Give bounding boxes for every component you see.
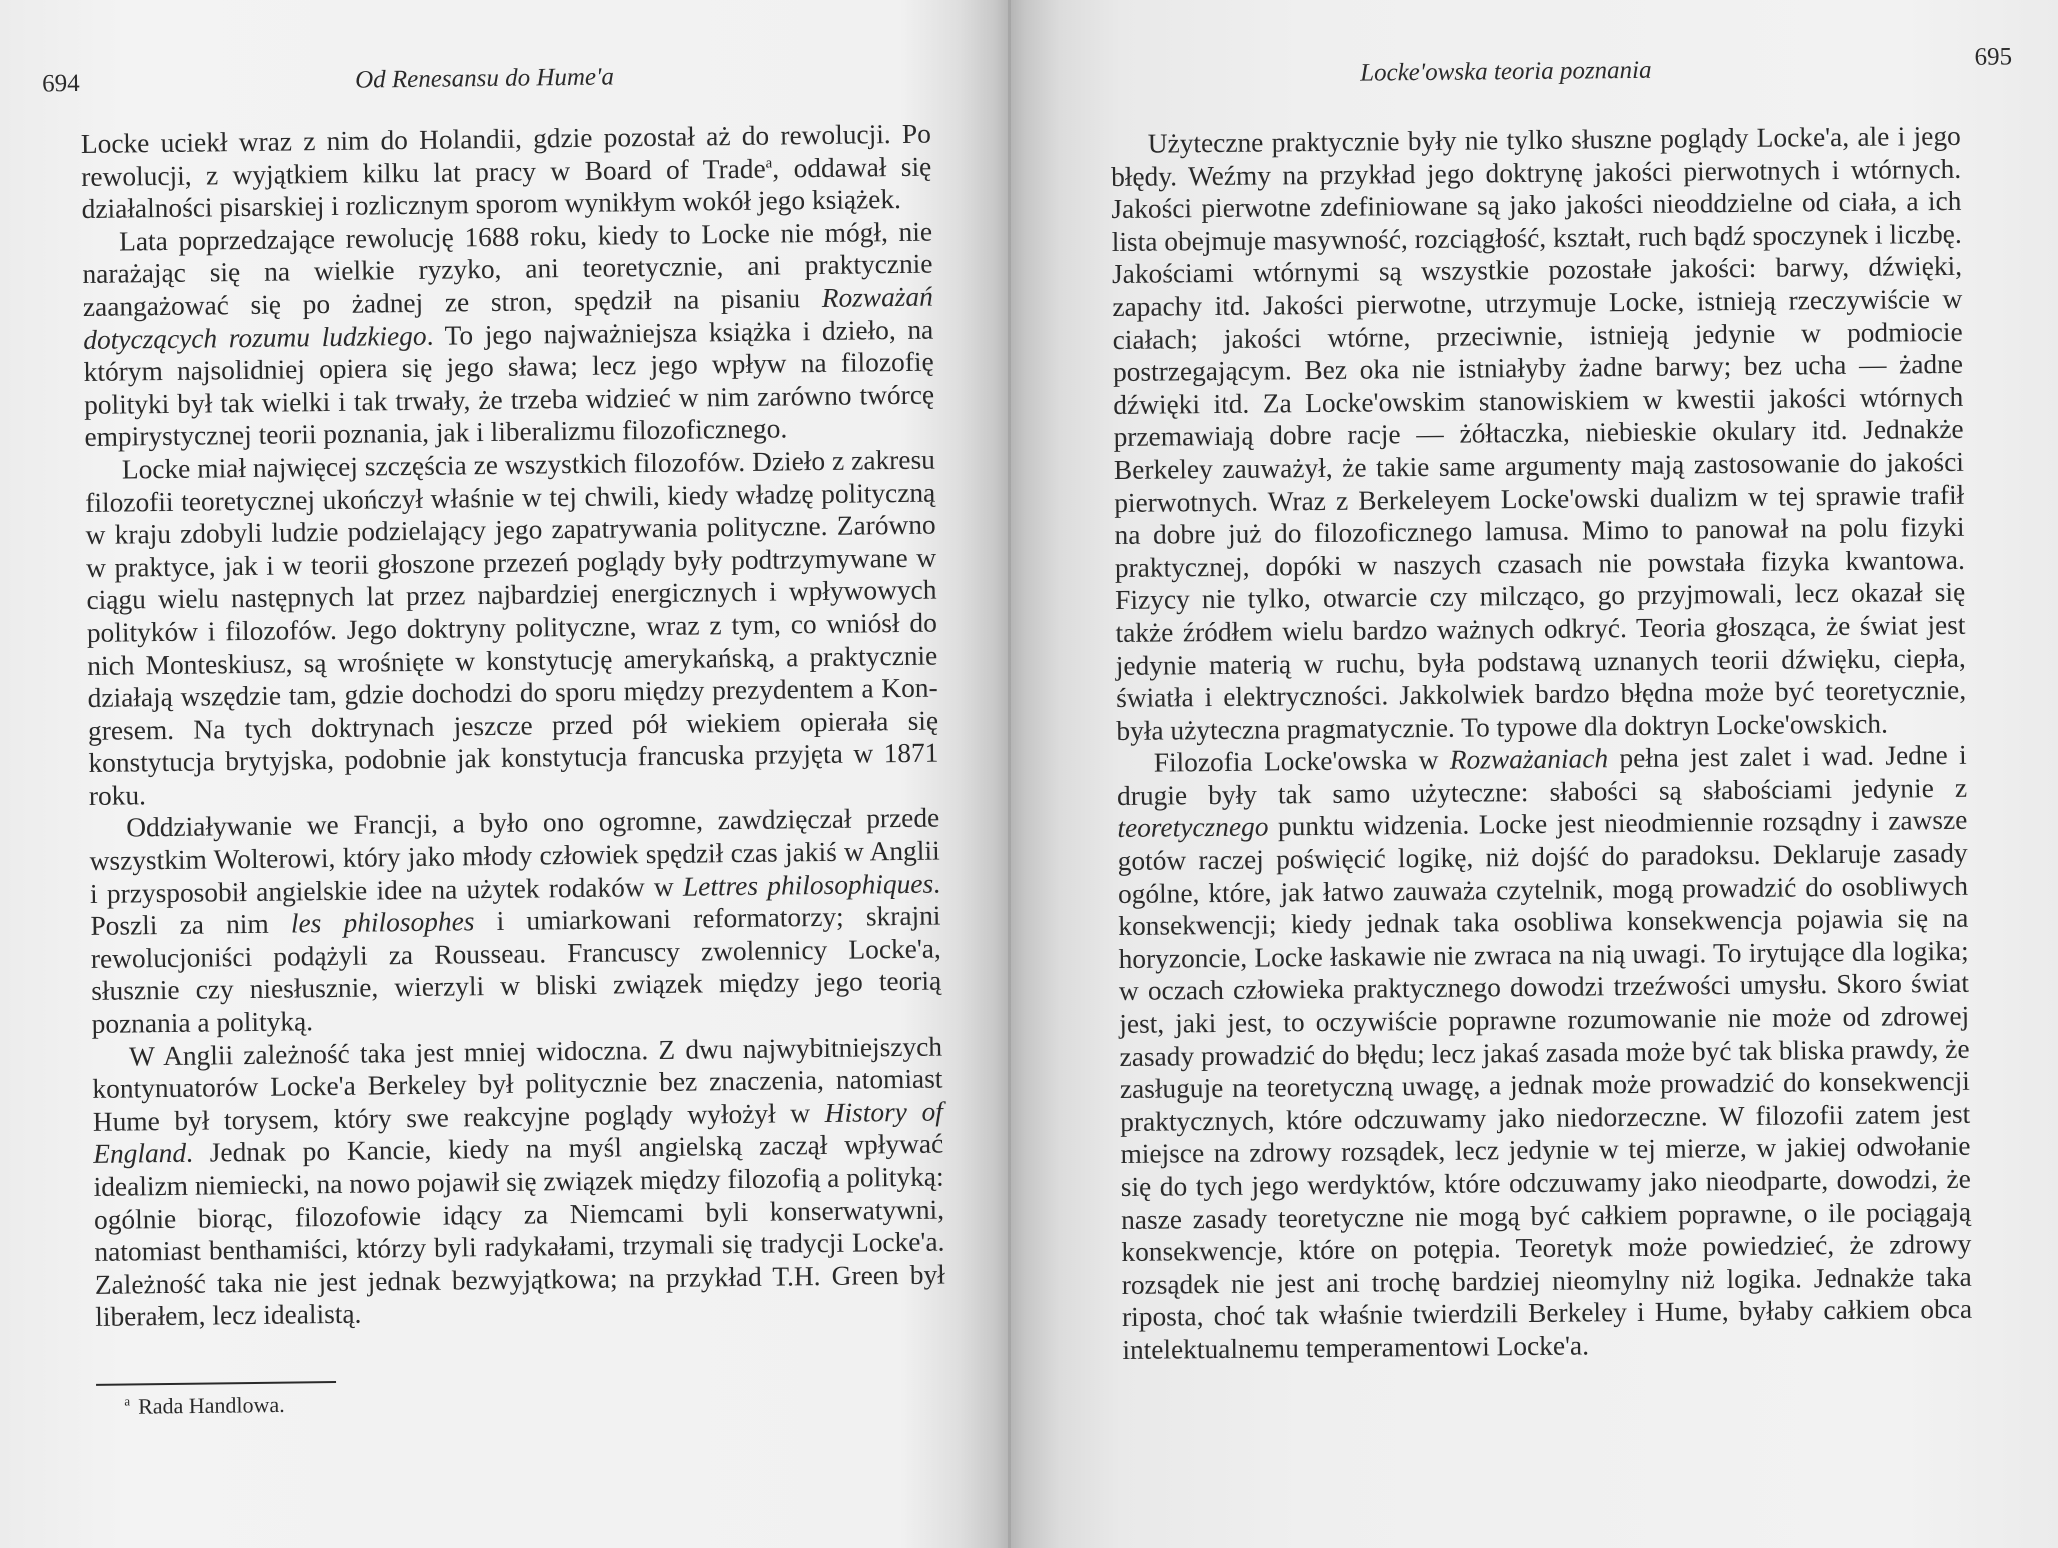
footnote-divider <box>96 1381 336 1386</box>
page-number: 695 <box>1974 43 2013 71</box>
italic-title: Rozważań dotyczących rozumu ludzkiego <box>83 281 934 355</box>
italic-title: Lettres philosophiques <box>682 868 934 902</box>
text-run: , oddawał się działalności pisarskiej i rozlicznym sporom wynikłym wokół jego książek. <box>81 151 932 225</box>
paragraph <box>85 444 939 813</box>
book-spine <box>1008 0 1011 1548</box>
italic-title: teoretycznego <box>1117 811 1269 844</box>
footnote <box>124 1383 946 1419</box>
left-page <box>42 60 946 1421</box>
footnote-marker: a <box>124 1393 131 1409</box>
text-run: Lata poprzedzające rewolucję 1688 roku, kiedy to Locke nie mógł, nie narażając się na wielkie ryzyko, ani teoretycznie, ani praktycznie zaangażować się po żadnej ze stron, spędził na pisaniu <box>82 216 933 322</box>
paragraph <box>81 118 932 226</box>
text-run: Locke miał najwięcej szczęścia ze wszystkich filozofów. Dzieło z zakresu filozofii teoretycznej ukończył właśnie w tej chwili, kiedy władzę polityczną w kraju zdobyli ludzie podzielający jego zapatrywania polityczne. Zarówno w praktyce, jak i w teorii głoszone przezeń poglądy były podtrzymywane w ciągu wielu następnych lat przez najbardziej energicznych i wpływowych polityków i filozofów. Jego doktryny polityczne, wraz z tym, co wniósł do nich Monteskiusz, są wrośnięte w konstytucję amerykańską, a praktycznie działają wszędzie tam, gdzie dochodzi do sporu między prezydentem a Kongresem. Na tych doktrynach jeszcze przed pół wiekiem opierała się konstytucja brytyjska, podobnie jak konstytucja francuska przyjęta w 1871 roku. <box>85 444 939 811</box>
text-run: pełna jest zalet i wad. Jedne i drugie były tak samo użyteczne: słabości są słabościami jedynie z <box>1116 740 1968 811</box>
right-body-text <box>1111 120 1973 1367</box>
italic-title: les philosophes <box>290 906 475 939</box>
text-run: . Poszli za nim <box>90 868 941 942</box>
right-page <box>1110 43 2013 1367</box>
footnote-text: Rada Handlowa. <box>137 1391 285 1419</box>
page-number: 694 <box>42 70 80 98</box>
paragraph <box>89 802 942 1041</box>
left-running-head <box>42 60 930 114</box>
text-run: Oddziaływanie we Francji, a było ono ogromne, zawdzięczał przede wszystkim Wolterowi, który jako młody człowiek spędził czas jakiś w Anglii i przysposobił angielskie idee na użytek rodaków w <box>89 803 940 909</box>
text-run: Locke uciekł wraz z nim do Holandii, gdzie pozostał aż do rewolucji. Po rewolucji, z wyjątkiem kilku lat pracy w Board of Trade <box>80 118 932 192</box>
running-head-title: Od Renesansu do Hume'a <box>354 63 615 94</box>
paragraph <box>1111 120 1967 747</box>
paragraph <box>82 215 935 454</box>
italic-title: History of England <box>93 1096 943 1170</box>
text-run: W Anglii zależność taka jest mniej widoczna. Z dwu najwybitniejszych kontynuatorów Locke'a Berkeley był politycznie bez znaczenia, natomiast Hume był torysem, który swe reakcyjne poglądy wyłożył w <box>92 1031 943 1137</box>
footnote-reference: a <box>765 155 773 172</box>
text-run: punktu widzenia. Locke jest nieodmiennie rozsądny i zawsze gotów raczej poświęcić logikę, niż dojść do paradoksu. Deklaruje zasady ogólne, które, jak łatwo zauważa czytelnik, mogą prowadzić do osobliwych konsekwencji; kiedy jednak taka osobliwa konsekwencja pojawia się na horyzoncie, Locke łaskawie nie zwraca na nią uwagi. To irytujące dla logika; w oczach człowieka praktycznego dowodzi trzeźwości umysłu. Skoro świat jest, jaki jest, to oczywiście poprawne rozumowanie nie może od zdrowej zasady prowadzić do błędu; lecz jakaś zasada może być tak bliska prawdy, że zasługuje na teoretyczną uwagę, a jednak może prowadzić do konsekwencji praktycznych, które odczuwamy jako niedorzeczne. W filozofii zatem jest miejsce na zdrowy rozsądek, lecz jedynie w tej mierze, w jakiej odwołanie się do tych jego werdyktów, które odczuwamy jako nieodparte, dowodzi, że nasze zasady teoretyczne nie mogą być całkiem poprawne, o ile pociągają konsekwencje, które on potępia. Teoretyk może powiedzieć, że zdrowy rozsądek nie jest ani trochę bardziej nieomylny niż logika. Jednakże taka riposta, choć tak właśnie twierdzili Berkeley i Hume, byłaby całkiem obca intelektualnemu temperamentowi Locke'a. <box>1117 805 1973 1365</box>
text-run: . Jednak po Kancie, kiedy na myśl angielską zaczął wpływać idealizm niemiecki, na nowo pojawił się związek między filozofią a polityką: ogólnie biorąc, filozofowie idący za Niemcami byli konserwatywni, natomiast benthamiści, którzy byli radykałami, trzymali się tradycji Locke'a. Zależność taka nie jest jednak bezwyjątkowa; na przykład T.H. Green był liberałem, lecz idealistą. <box>93 1128 945 1333</box>
right-running-head <box>1110 43 2013 104</box>
running-head-title: Locke'owska teoria poznania <box>1360 56 1652 87</box>
text-run: Użyteczne praktycznie były nie tylko słuszne poglądy Locke'a, ale i jego błędy. Weźmy na przykład jego doktrynę jakości pierwotnych i wtórnych. Jakości pierwotne zdefiniowane są jako jakości nieoddzielne od ciała, a ich lista obejmuje masywność, rozciągłość, kształt, ruch bądź spoczynek i liczbę. Jakościami wtórnymi są wszystkie pozostałe jakości: barwy, dźwięki, zapachy itd. Jakości pierwotne, utrzymuje Locke, istnieją rzeczywiście w ciałach; jakości wtórne, przeciwnie, istnieją jedynie w podmiocie postrzegającym. Bez oka nie istniałyby żadne barwy; bez ucha — żadne dźwięki itd. Za Locke'owskim stanowiskiem w kwestii jakości wtórnych przemawiają dobre racje — żółtaczka, niebieskie okulary itd. Jednakże Berkeley zauważył, że takie same argumenty mają zastosowanie do jakości pierwotnych. Wraz z Berkeleyem Locke'owski dualizm w tej sprawie trafił na dobre już do filozoficznego lamusa. Mimo to panował na polu fizyki praktycznej, dopóki w naszych czasach nie powstała fizyka kwantowa. Fizycy nie tylko, otwarcie czy milcząco, go przyjmowali, lecz okazał się także źródłem wielu bardzo ważnych odkryć. Teoria głosząca, że świat jest jedynie materią w ruchu, była podstawą uznanych teorii dźwięku, ciepła, światła i elektryczności. Jakkolwiek bardzo błędna może być teoretycznie, była użyteczna pragmatycznie. To typowe dla doktryn Locke'owskich. <box>1110 120 1967 746</box>
text-run: Filozofia Locke'owska w <box>1153 745 1450 778</box>
text-run: i umiarkowani reformatorzy; skrajni rewolucjoniści podążyli za Rousseau. Francuscy zwolennicy Locke'a, słusznie czy niesłusznie, wierzyli w bliski związek między jego teorią poznania a polityką. <box>90 900 942 1039</box>
paragraph <box>1117 739 1973 1366</box>
italic-title: Rozważaniach <box>1449 743 1609 776</box>
left-body-text <box>81 118 946 1334</box>
text-run: . To jego najważniejsza książka i dzieło, na którym najsolidniej opiera się jego sława; lecz jego wpływ na filozofię polityki był tak wielki i tak trwały, że trzeba widzieć w nim zarówno twórcę empirystycznej teorii poznania, jak i liberalizmu filozoficznego. <box>83 314 935 453</box>
paragraph <box>92 1030 946 1334</box>
